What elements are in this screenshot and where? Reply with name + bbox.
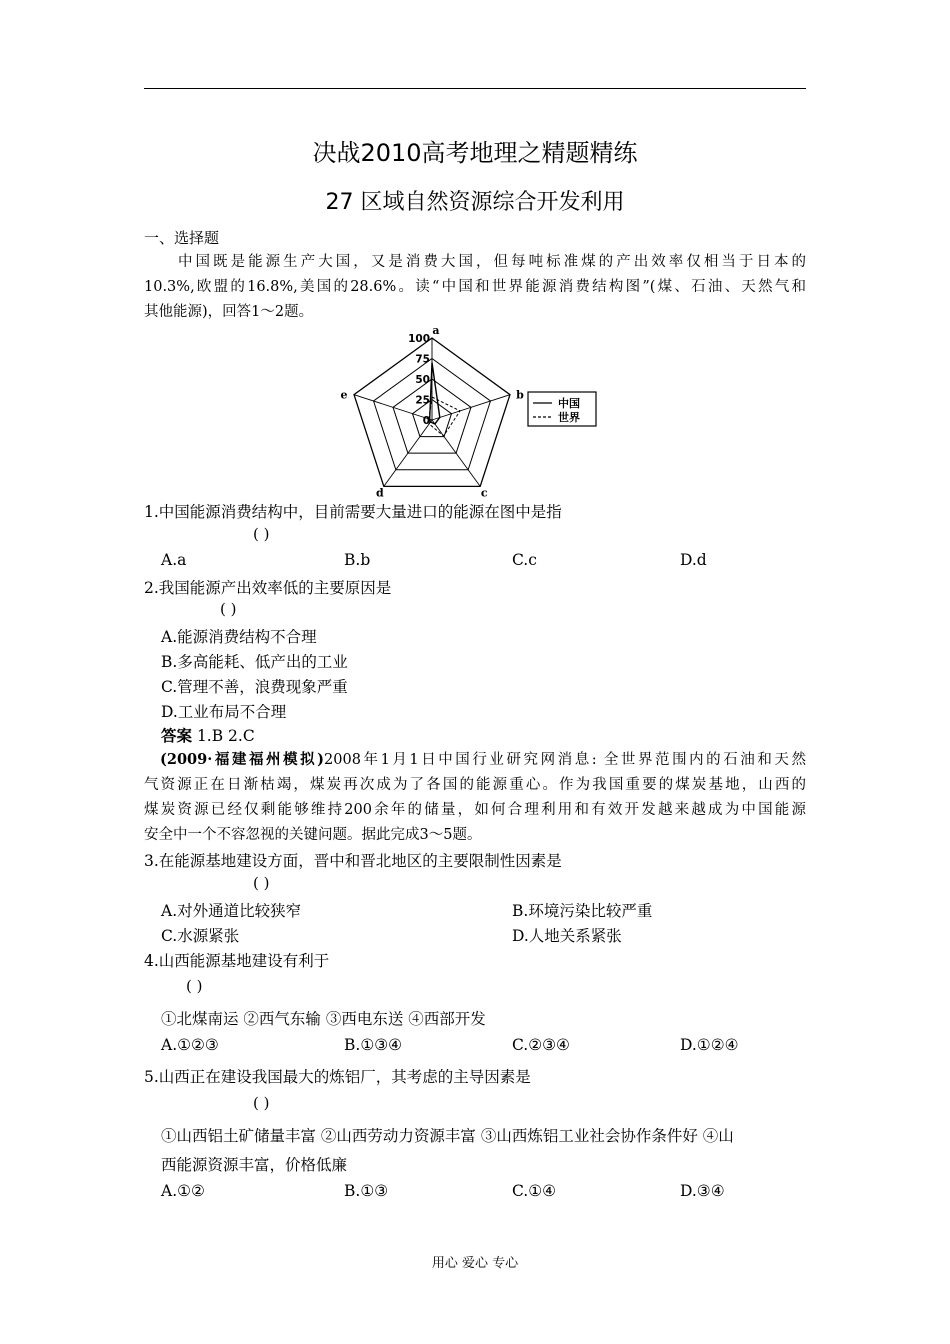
- material-line: 安全中一个不容忽视的关键问题。据此完成3～5题。: [144, 827, 482, 843]
- q2-stem: 2.我国能源产出效率低的主要原因是: [144, 579, 392, 597]
- material-text: 2008年1月1日中国行业研究网消息: 全世界范围内的石油和天然: [324, 752, 806, 768]
- q5-items-line2: 西能源资源丰富，价格低廉: [161, 1156, 348, 1174]
- radar-axis-label: a: [432, 324, 440, 337]
- radar-axis-label: e: [340, 388, 348, 402]
- header-rule: [144, 88, 806, 89]
- material-paragraph: [144, 747, 806, 848]
- q2-option-b: B.多高能耗、低产出的工业: [161, 653, 348, 671]
- intro-line: 中国既是能源生产大国，又是消费大国，但每吨标准煤的产出效率仅相当于日本的: [178, 254, 806, 270]
- radar-axis-label: b: [516, 388, 524, 402]
- radar-spoke: [432, 395, 510, 420]
- q1-stem: 1.中国能源消费结构中，目前需要大量进口的能源在图中是指: [144, 503, 562, 521]
- radar-tick-label: 25: [415, 394, 430, 407]
- q2-answer-paren: ( ): [220, 600, 237, 618]
- q2-option-d: D.工业布局不合理: [161, 703, 287, 721]
- q2-option-c: C.管理不善，浪费现象严重: [161, 678, 348, 696]
- q5-option-a: A.①②: [161, 1182, 205, 1200]
- q4-answer-paren: ( ): [186, 977, 203, 995]
- q3-answer-paren: ( ): [253, 874, 270, 892]
- intro-line: 10.3%,欧盟的16.8%,美国的28.6%。读“中国和世界能源消费结构图”(煤、石油、天然气和: [144, 279, 806, 295]
- q5-option-d: D.③④: [680, 1182, 725, 1200]
- radar-series-world: [429, 397, 460, 436]
- energy-radar-chart: [340, 324, 604, 500]
- radar-tick-label: 75: [415, 353, 430, 366]
- q4-option-b: B.①③④: [344, 1036, 403, 1054]
- material-line: 气资源正在日渐枯竭，煤炭再次成为了各国的能源重心。作为我国重要的煤炭基地，山西的: [144, 777, 806, 793]
- page-subtitle: 27 区域自然资源综合开发利用: [325, 190, 625, 215]
- answer-line: [161, 724, 255, 746]
- q5-option-c: C.①④: [512, 1182, 557, 1200]
- q3-option-c: C.水源紧张: [161, 927, 240, 945]
- intro-paragraph: [144, 250, 806, 325]
- q1-answer-paren: ( ): [253, 525, 270, 543]
- q4-option-c: C.②③④: [512, 1036, 570, 1054]
- q5-option-b: B.①③: [344, 1182, 389, 1200]
- q4-option-d: D.①②④: [680, 1036, 739, 1054]
- q1-option-b: B.b: [344, 551, 371, 569]
- q4-option-a: A.①②③: [161, 1036, 219, 1054]
- radar-axis-label: c: [480, 486, 488, 500]
- q4-items: ①北煤南运 ②西气东输 ③西电东送 ④西部开发: [161, 1010, 486, 1028]
- q4-stem: 4.山西能源基地建设有利于: [144, 952, 330, 970]
- radar-tick-label: 100: [408, 333, 430, 345]
- answer-label: 答案: [161, 726, 193, 745]
- page-title: 决战2010高考地理之精题精练: [312, 139, 638, 167]
- q1-option-a: A.a: [161, 551, 187, 569]
- q3-option-a: A.对外通道比较狭窄: [161, 902, 302, 920]
- legend-china-label: 中国: [558, 397, 580, 410]
- material-line: 煤炭资源已经仅剩能够维持200余年的储量，如何合理利用和有效开发越来越成为中国能源: [144, 802, 806, 818]
- q5-answer-paren: ( ): [253, 1094, 270, 1112]
- material-line: [144, 747, 806, 773]
- q3-stem: 3.在能源基地建设方面，晋中和晋北地区的主要限制性因素是: [144, 852, 562, 870]
- q1-option-c: C.c: [512, 551, 537, 569]
- q3-option-d: D.人地关系紧张: [512, 927, 622, 945]
- radar-tick-label: 50: [415, 374, 430, 386]
- legend-world-label: 世界: [558, 411, 580, 424]
- q5-stem: 5.山西正在建设我国最大的炼铝厂，其考虑的主导因素是: [144, 1068, 531, 1086]
- q5-items-line1: ①山西铝土矿储量丰富 ②山西劳动力资源丰富 ③山西炼铝工业社会协作条件好 ④山: [161, 1127, 734, 1145]
- q3-option-b: B.环境污染比较严重: [512, 902, 653, 920]
- q2-option-a: A.能源消费结构不合理: [161, 628, 317, 646]
- radar-series-china: [430, 363, 440, 424]
- q1-option-d: D.d: [680, 551, 707, 569]
- page-footer: 用心 爱心 专心: [431, 1256, 519, 1271]
- material-source: (2009·福建福州模拟): [160, 751, 325, 768]
- intro-line: 其他能源)，回答1～2题。: [144, 304, 314, 320]
- answer-text: 1.B 2.C: [192, 727, 255, 745]
- section-heading: 一、选择题: [144, 229, 220, 247]
- radar-axis-label: d: [375, 486, 384, 500]
- radar-tick-label: 0: [422, 415, 430, 427]
